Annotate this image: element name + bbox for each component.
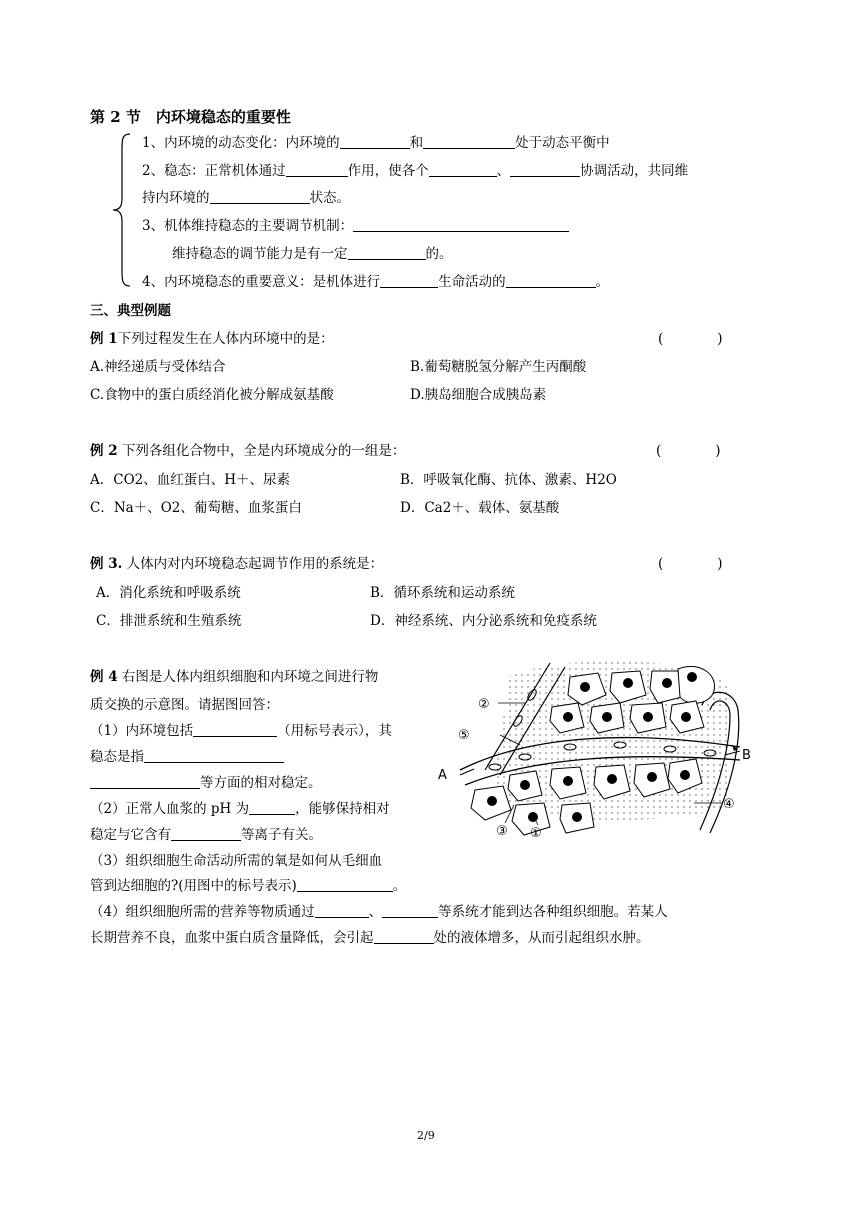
ex4-q1-line-3: 等方面的相对稳定。 (90, 774, 322, 792)
ex1-question: 例 1下列过程发生在人体内环境中的是： (90, 331, 334, 347)
section-line-3: 持内环境的 状态。 (142, 190, 350, 206)
ex2-option-c: C．Na＋、O2、葡萄糖、血浆蛋白 (90, 500, 302, 516)
ex4-intro-1: 例 4 右图是人体内组织细胞和内环境之间进行物 (90, 669, 379, 685)
section-line-5: 维持稳态的调节能力是有一定 的。 (172, 246, 453, 262)
ex3-option-b: B．循环系统和运动系统 (370, 585, 515, 601)
diagram-label-5: ⑤ (458, 728, 470, 743)
ex3-question: 例 3. 人体内对内环境稳态起调节作用的系统是： (90, 556, 384, 572)
ex2-question: 例 2 下列各组化合物中，全是内环境成分的一组是： (90, 443, 406, 459)
diagram-label-b: B (742, 748, 751, 763)
section-line-1: 1、内环境的动态变化：内环境的 和 处于动态平衡中 (142, 135, 610, 151)
ex3-option-c: C．排泄系统和生殖系统 (96, 613, 242, 629)
diagram-label-1: ① (530, 826, 542, 841)
ex3-answer-paren: ( ) (658, 556, 723, 572)
brace-icon (110, 132, 134, 288)
ex2-option-d: D．Ca2＋、载体、氨基酸 (400, 500, 560, 516)
section-line-2: 2、稳态：正常机体通过 作用，使各个 、 协调活动，共同维 (142, 163, 689, 179)
ex3-option-a: A．消化系统和呼吸系统 (96, 585, 241, 601)
ex2-option-a: A．CO2、血红蛋白、H＋、尿素 (90, 472, 291, 488)
section-line-6: 4、内环境稳态的重要意义：是机体进行 生命活动的 。 (142, 274, 610, 290)
ex4-intro-2: 质交换的示意图。请据图回答： (90, 697, 279, 713)
ex4-q4-line-1: （4）组织细胞所需的营养等物质通过 、 等系统才能到达各种组织细胞。若某人 (90, 904, 668, 920)
ex4-q4-line-2: 长期营养不良，血浆中蛋白质含量降低，会引起 处的液体增多，从而引起组织水肿。 (90, 930, 650, 946)
page-number: 2/9 (417, 1129, 435, 1142)
ex2-answer-paren: ( ) (656, 443, 721, 459)
section-title: 第 2 节 内环境稳态的重要性 (90, 108, 291, 126)
ex4-q3-line-2: 管到达细胞的?(用图中的标号表示) 。 (90, 878, 407, 894)
ex4-q1-line-2: 稳态是指 (90, 748, 284, 766)
diagram-label-4: ④ (723, 797, 735, 812)
ex1-option-c: C.食物中的蛋白质经消化被分解成氨基酸 (90, 387, 334, 403)
ex1-option-a: A.神经递质与受体结合 (90, 359, 226, 375)
diagram-label-a: A (438, 768, 447, 783)
ex4-q3-line-1: （3）组织细胞生命活动所需的氧是如何从毛细血 (90, 853, 383, 869)
ex4-q1-line-1: （1）内环境包括 （用标号表示），其 (90, 723, 392, 739)
diagram-label-3: ③ (496, 824, 508, 839)
ex2-option-b: B．呼吸氧化酶、抗体、激素、H2O (400, 472, 617, 488)
ex4-q2-line-1: （2）正常人血浆的 pH 为 ，能够保持相对 (90, 801, 390, 817)
section-line-4: 3、机体维持稳态的主要调节机制： (142, 217, 569, 235)
ex1-option-b: B.葡萄糖脱氢分解产生丙酮酸 (410, 359, 587, 375)
ex3-option-d: D．神经系统、内分泌系统和免疫系统 (370, 613, 597, 629)
diagram-label-2: ② (478, 697, 490, 712)
ex4-q2-line-2: 稳定与它含有 等离子有关。 (90, 827, 322, 843)
tissue-exchange-diagram (430, 655, 750, 845)
ex1-answer-paren: ( ) (658, 331, 723, 347)
ex1-option-d: D.胰岛细胞合成胰岛素 (410, 387, 547, 403)
examples-heading: 三、典型例题 (90, 303, 171, 319)
